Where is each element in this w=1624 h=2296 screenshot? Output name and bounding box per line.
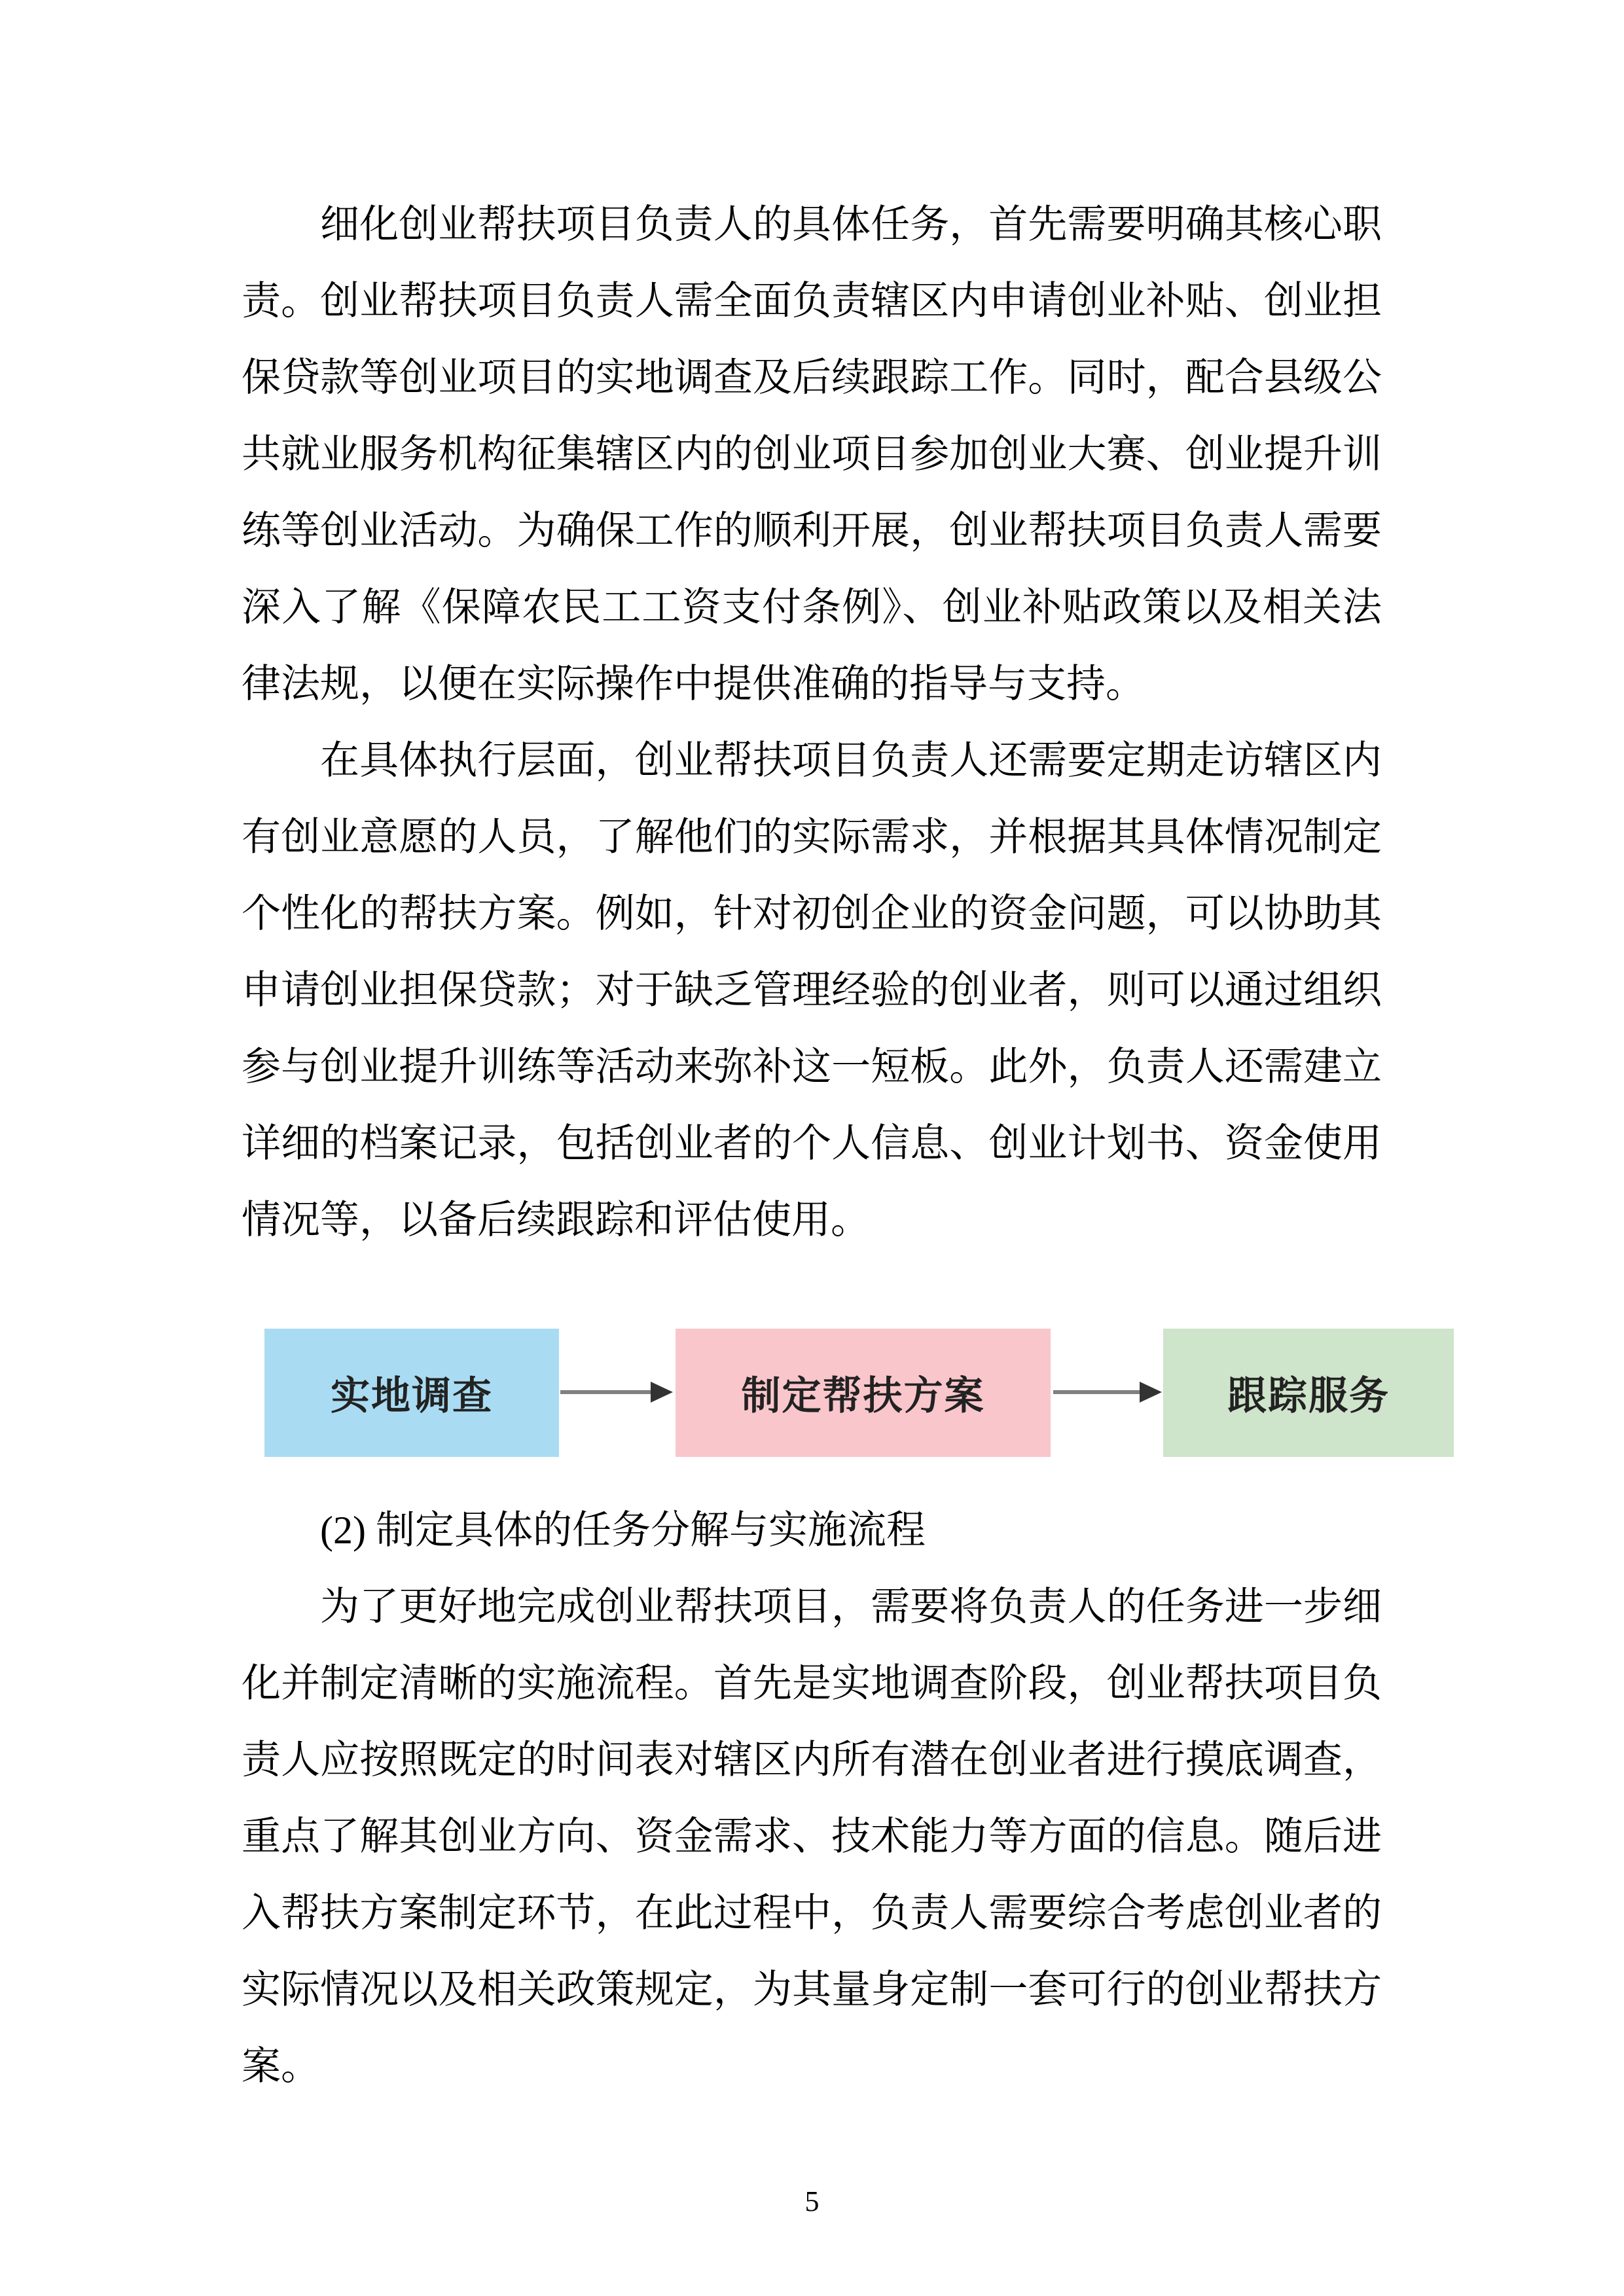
arrow-right-icon xyxy=(1140,1382,1162,1403)
arrow-right-icon xyxy=(651,1382,673,1403)
page-number: 5 xyxy=(804,2185,820,2217)
flow-step-follow-up-service: 跟踪服务 xyxy=(1163,1329,1454,1457)
flow-arrow xyxy=(1053,1382,1162,1403)
flow-step-make-support-plan: 制定帮扶方案 xyxy=(676,1329,1051,1457)
arrow-line xyxy=(560,1390,651,1394)
body-paragraph-2: 在具体执行层面，创业帮扶项目负责人还需要定期走访辖区内有创业意愿的人员，了解他们的实际需求，并根据其具体情况制定个性化的帮扶方案。例如，针对初创企业的资金问题，可以协助其申请创业担保贷款；对于缺乏管理经验的创业者，则可以通过组织参与创业提升训练等活动来弥补这一短板。此外，负责人还需建立详细的档案记录，包括创业者的个人信息、创业计划书、资金使用情况等，以备后续跟踪和评估使用。 xyxy=(242,739,1382,1242)
body-paragraph-3: 为了更好地完成创业帮扶项目，需要将负责人的任务进一步细化并制定清晰的实施流程。首先是实地调查阶段，创业帮扶项目负责人应按照既定的时间表对辖区内所有潜在创业者进行摸底调查，重点了解其创业方向、资金需求、技术能力等方面的信息。随后进入帮扶方案制定环节，在此过程中，负责人需要综合考虑创业者的实际情况以及相关政策规定，为其量身定制一套可行的创业帮扶方案。 xyxy=(242,1585,1382,2088)
arrow-line xyxy=(1053,1390,1140,1394)
flow-arrow xyxy=(560,1382,673,1403)
body-text-block xyxy=(242,187,1382,1259)
body-paragraph-1: 细化创业帮扶项目负责人的具体任务，首先需要明确其核心职责。创业帮扶项目负责人需全面负责辖区内申请创业补贴、创业担保贷款等创业项目的实地调查及后续跟踪工作。同时，配合县级公共就业服务机构征集辖区内的创业项目参加创业大赛、创业提升训练等创业活动。为确保工作的顺利开展，创业帮扶项目负责人需要深入了解《保障农民工工资支付条例》、创业补贴政策以及相关法律法规，以便在实际操作中提供准确的指导与支持。 xyxy=(242,203,1382,706)
flow-step-field-survey: 实地调查 xyxy=(264,1329,559,1457)
section-heading: (2) 制定具体的任务分解与实施流程 xyxy=(320,1509,926,1552)
